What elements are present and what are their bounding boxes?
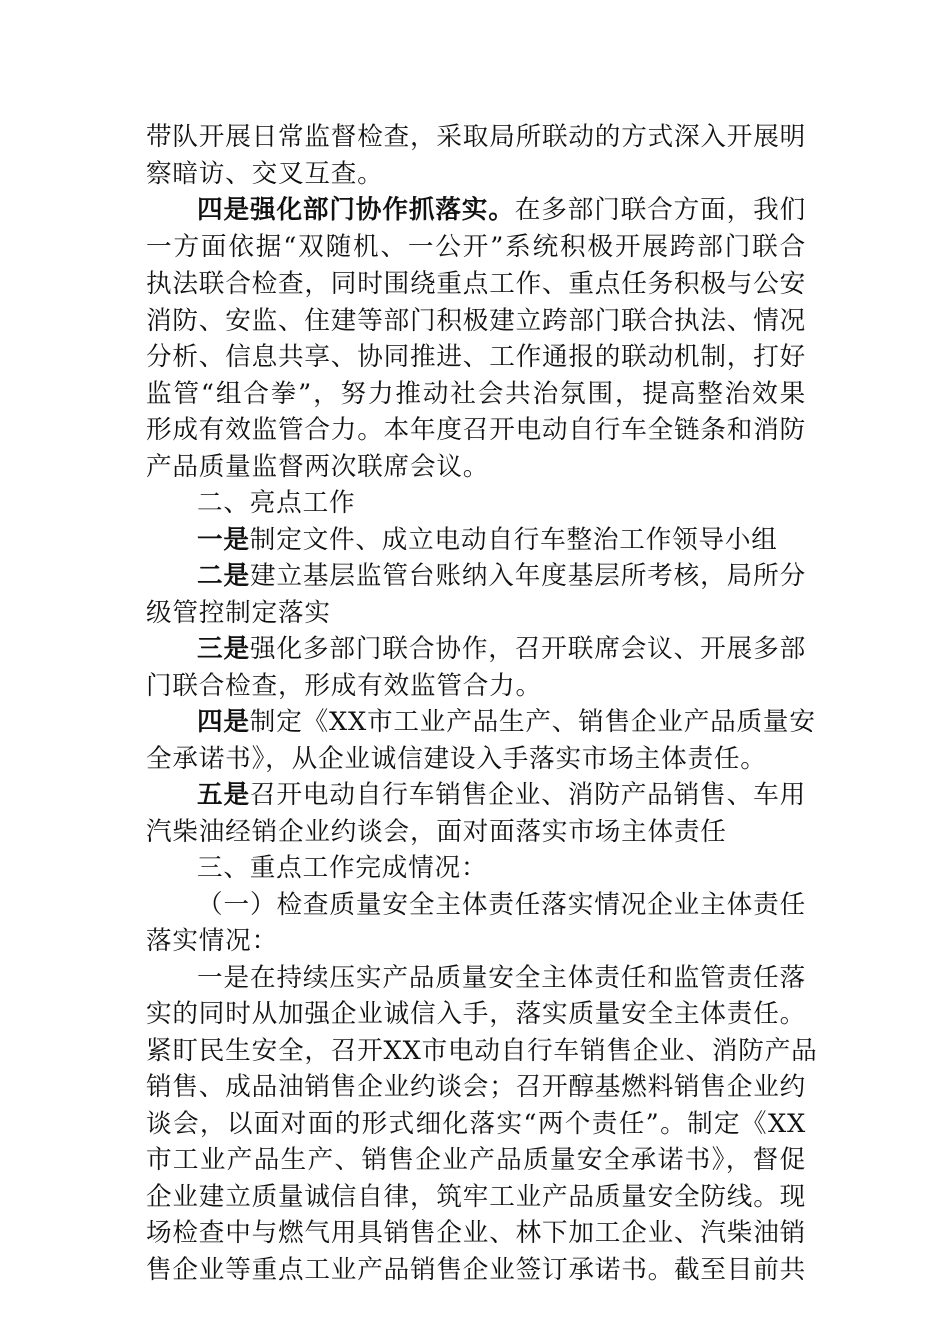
text-line: 带队开展日常监督检查，采取局所联动的方式深入开展明	[146, 122, 806, 152]
bold-lead: 三是	[197, 634, 250, 664]
text-line: 售企业等重点工业产品销售企业签订承诺书。截至目前共	[146, 1255, 806, 1285]
text-line: 执法联合检查，同时围绕重点工作、重点任务积极与公安	[146, 269, 806, 299]
bold-lead: 五是	[197, 780, 250, 810]
text-line: 一是在持续压实产品质量安全主体责任和监管责任落	[197, 963, 806, 993]
text-line: 落实情况：	[146, 926, 278, 956]
text-line: 场检查中与燃气用具销售企业、林下加工企业、汽柴油销	[146, 1218, 806, 1248]
bold-lead: 二是	[197, 561, 250, 591]
bold-lead: 四是强化部门协作抓落实。	[197, 195, 515, 225]
text-line: 企业建立质量诚信自律，筑牢工业产品质量安全防线。现	[146, 1182, 806, 1212]
text-line: 谈会，以面对面的形式细化落实“两个责任”。制定《XX	[146, 1109, 806, 1139]
text-line: 实的同时从加强企业诚信入手，落实质量安全主体责任。	[146, 999, 806, 1029]
text-line: 销售、成品油销售企业约谈会；召开醇基燃料销售企业约	[146, 1072, 806, 1102]
highlight-item-3: 三是强化多部门联合协作，召开联席会议、开展多部	[197, 634, 806, 664]
text-line: 全承诺书》，从企业诚信建设入手落实市场主体责任。	[146, 744, 767, 774]
text-line: 察暗访、交叉互查。	[146, 159, 384, 189]
section-heading-key-work: 三、重点工作完成情况：	[197, 853, 488, 883]
paragraph-line-strengthen-cooperation: 四是强化部门协作抓落实。在多部门联合方面，我们	[197, 195, 806, 225]
text-line: 级管控制定落实	[146, 598, 331, 628]
text-line: 市工业产品生产、销售企业产品质量安全承诺书》，督促	[146, 1145, 806, 1175]
text-line: 紧盯民生安全，召开XX市电动自行车销售企业、消防产品	[146, 1036, 818, 1066]
highlight-item-5: 五是召开电动自行车销售企业、消防产品销售、车用	[197, 780, 806, 810]
text-line: 消防、安监、住建等部门积极建立跨部门联合执法、情况	[146, 306, 806, 336]
section-heading-highlights: 二、亮点工作	[197, 488, 356, 518]
text-line: 门联合检查，形成有效监管合力。	[146, 671, 542, 701]
highlight-item-2: 二是建立基层监管台账纳入年度基层所考核，局所分	[197, 561, 806, 591]
highlight-item-4: 四是制定《XX市工业产品生产、销售企业产品质量安	[197, 707, 816, 737]
text-line: 汽柴油经销企业约谈会，面对面落实市场主体责任	[146, 817, 727, 847]
subsection-heading: （一）检查质量安全主体责任落实情况企业主体责任	[197, 890, 806, 920]
bold-lead: 四是	[197, 707, 250, 737]
highlight-item-1: 一是制定文件、成立电动自行车整治工作领导小组	[197, 525, 778, 555]
text-line: 产品质量监督两次联席会议。	[146, 452, 490, 482]
text-line: 分析、信息共享、协同推进、工作通报的联动机制，打好	[146, 342, 806, 372]
text-line: 形成有效监管合力。本年度召开电动自行车全链条和消防	[146, 415, 806, 445]
text-line: 监管“组合拳”，努力推动社会共治氛围，提高整治效果	[146, 379, 806, 409]
text-line: 一方面依据“双随机、一公开”系统积极开展跨部门联合	[146, 232, 806, 262]
bold-lead: 一是	[197, 525, 250, 555]
